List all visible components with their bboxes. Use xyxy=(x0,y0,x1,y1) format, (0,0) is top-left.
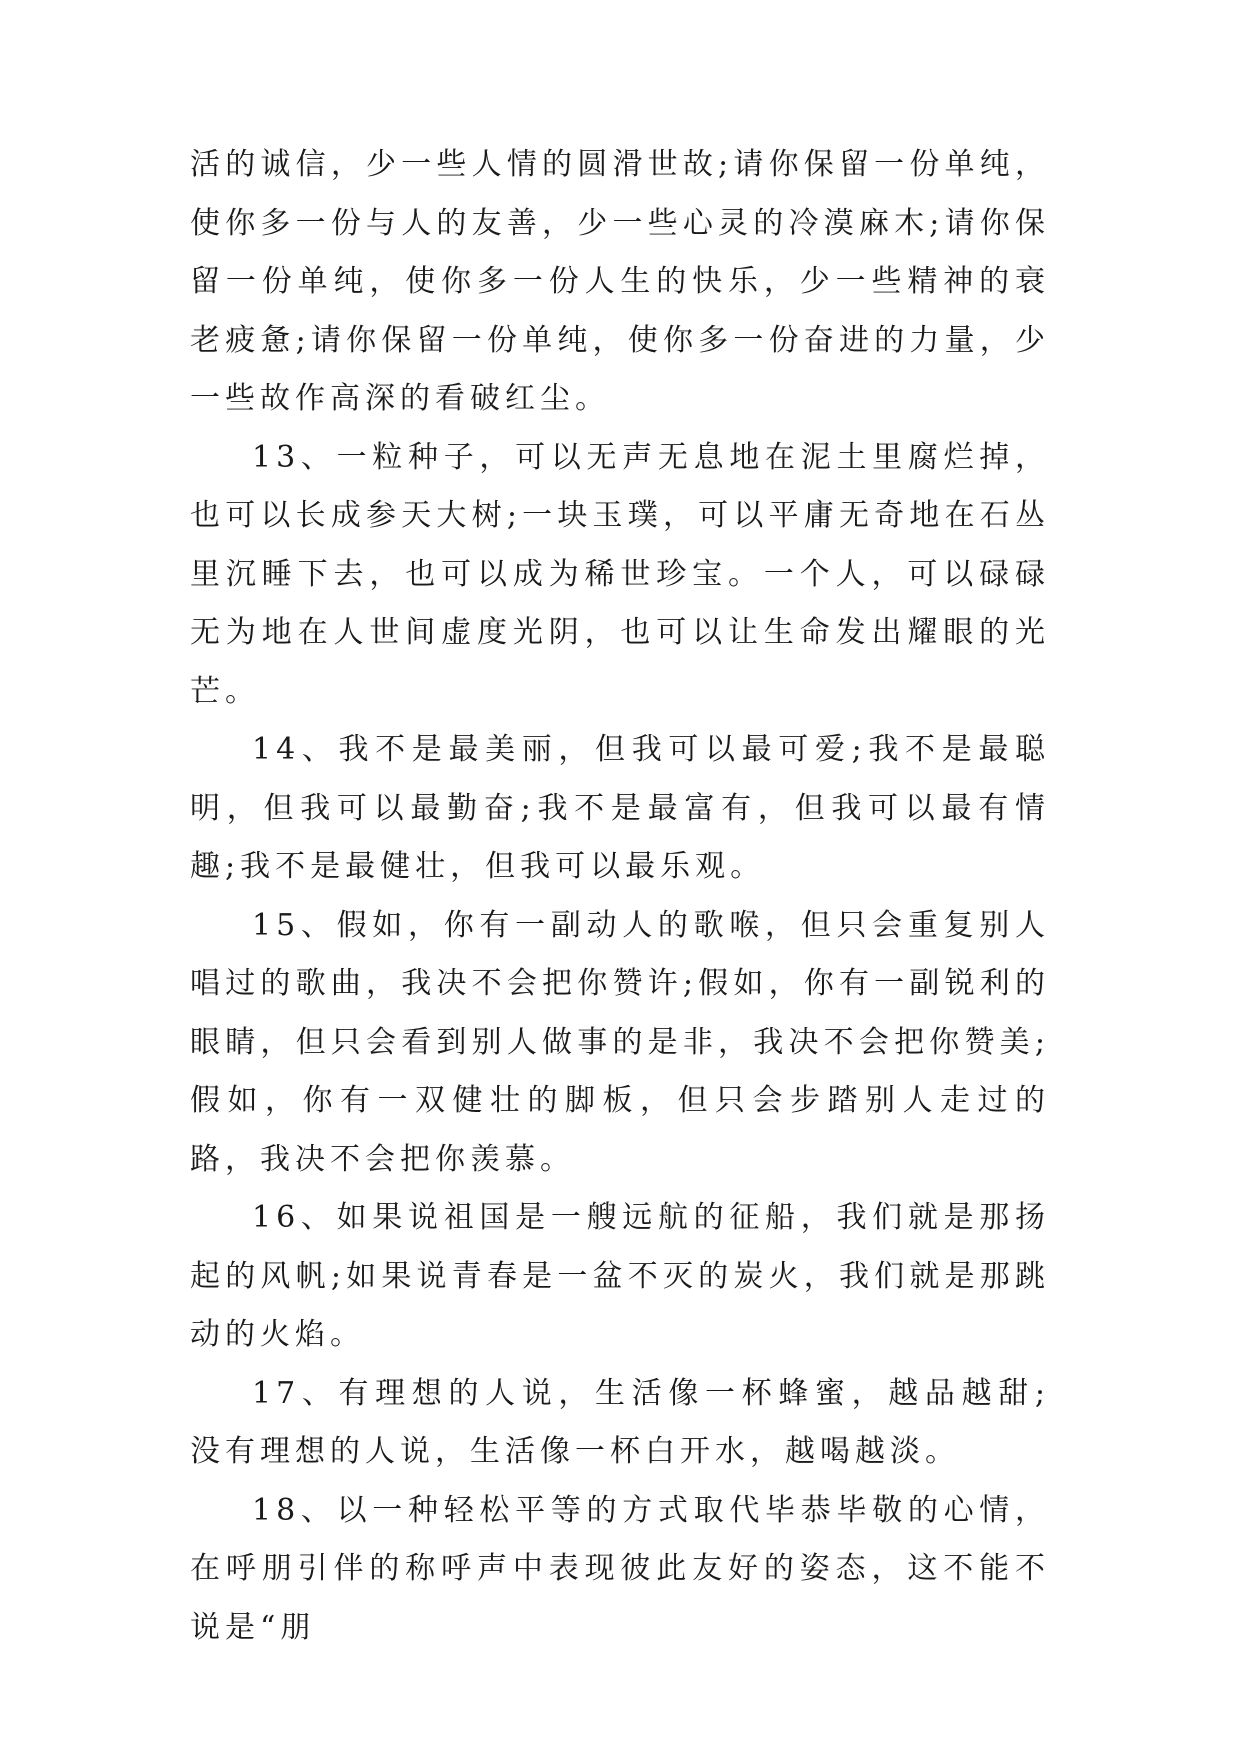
paragraph-14: 14、我不是最美丽，但我可以最可爱;我不是最聪明，但我可以最勤奋;我不是最富有，但我可以最有情趣;我不是最健壮，但我可以最乐观。 xyxy=(190,732,1050,884)
document-body xyxy=(190,136,1050,1657)
paragraph-15: 15、假如，你有一副动人的歌喉，但只会重复别人唱过的歌曲，我决不会把你赞许;假如，你有一副锐利的眼睛，但只会看到别人做事的是非，我决不会把你赞美;假如，你有一双健壮的脚板，但只会步踏别人走过的路，我决不会把你羡慕。 xyxy=(190,907,1050,1177)
paragraph-17: 17、有理想的人说，生活像一杯蜂蜜，越品越甜;没有理想的人说，生活像一杯白开水，越喝越淡。 xyxy=(190,1375,1050,1469)
paragraph-13: 13、一粒种子，可以无声无息地在泥土里腐烂掉，也可以长成参天大树;一块玉璞，可以平庸无奇地在石丛里沉睡下去，也可以成为稀世珍宝。一个人，可以碌碌无为地在人世间虚度光阴，也可以让生命发出耀眼的光芒。 xyxy=(190,439,1050,709)
paragraph-18: 18、以一种轻松平等的方式取代毕恭毕敬的心情，在呼朋引伴的称呼声中表现彼此友好的姿态，这不能不说是“朋 xyxy=(190,1492,1050,1645)
paragraph-16: 16、如果说祖国是一艘远航的征船，我们就是那扬起的风帆;如果说青春是一盆不灭的炭火，我们就是那跳动的火焰。 xyxy=(190,1200,1050,1352)
paragraph-continued: 活的诚信，少一些人情的圆滑世故;请你保留一份单纯，使你多一份与人的友善，少一些心灵的冷漠麻木;请你保留一份单纯，使你多一份人生的快乐，少一些精神的衰老疲惫;请你保留一份单纯，使你多一份奋进的力量，少一些故作高深的看破红尘。 xyxy=(190,147,1050,416)
